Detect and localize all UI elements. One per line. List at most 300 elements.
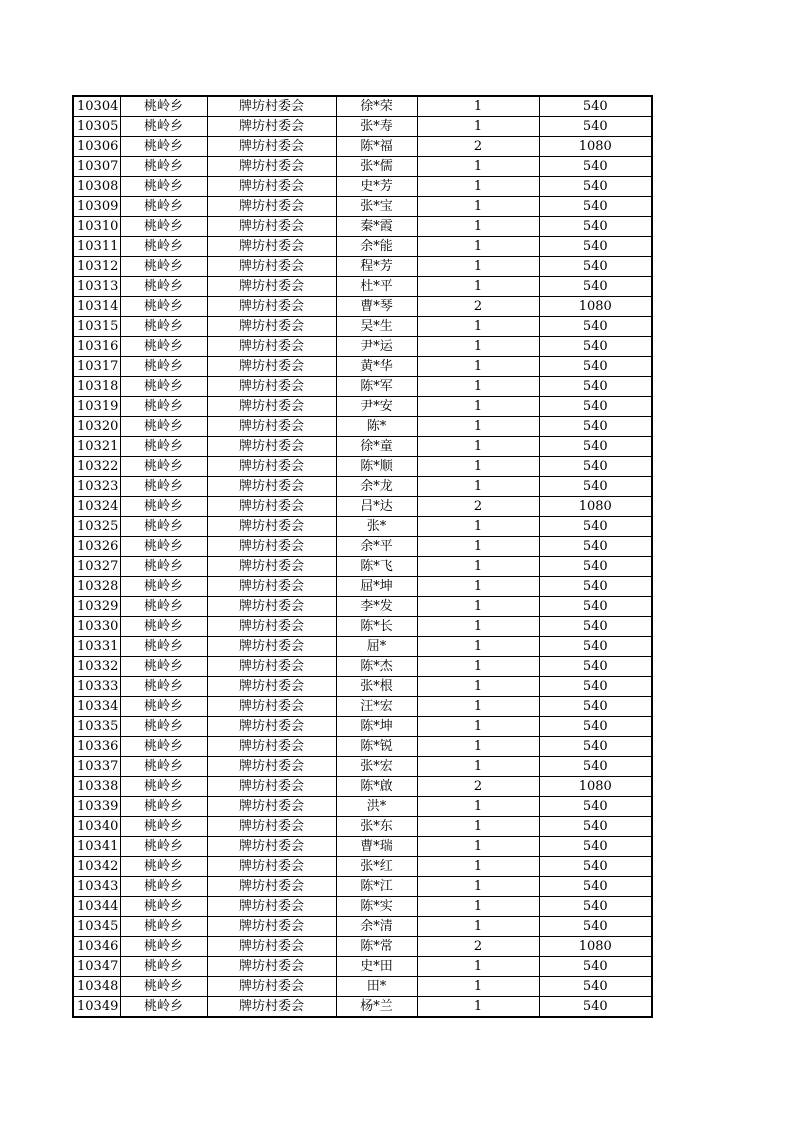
cell-amount: 540 — [539, 317, 652, 337]
cell-village: 牌坊村委会 — [207, 677, 336, 697]
cell-name: 张*宝 — [336, 197, 417, 217]
cell-name: 洪* — [336, 797, 417, 817]
cell-amount: 540 — [539, 637, 652, 657]
table-row — [73, 837, 652, 857]
cell-count: 1 — [417, 977, 539, 997]
cell-village: 牌坊村委会 — [207, 277, 336, 297]
cell-amount: 540 — [539, 917, 652, 937]
cell-village: 牌坊村委会 — [207, 377, 336, 397]
cell-count: 1 — [417, 837, 539, 857]
table-row — [73, 377, 652, 397]
cell-village: 牌坊村委会 — [207, 797, 336, 817]
cell-count: 1 — [417, 437, 539, 457]
table-row — [73, 657, 652, 677]
cell-name: 田* — [336, 977, 417, 997]
cell-village: 牌坊村委会 — [207, 837, 336, 857]
cell-town: 桃岭乡 — [120, 117, 207, 137]
cell-id: 10309 — [73, 197, 120, 217]
cell-name: 余*能 — [336, 237, 417, 257]
cell-name: 张* — [336, 517, 417, 537]
cell-village: 牌坊村委会 — [207, 817, 336, 837]
cell-id: 10349 — [73, 997, 120, 1018]
cell-name: 余*清 — [336, 917, 417, 937]
cell-name: 张*寿 — [336, 117, 417, 137]
cell-count: 1 — [417, 397, 539, 417]
cell-village: 牌坊村委会 — [207, 217, 336, 237]
cell-id: 10320 — [73, 417, 120, 437]
cell-town: 桃岭乡 — [120, 897, 207, 917]
cell-name: 张*东 — [336, 817, 417, 837]
cell-id: 10324 — [73, 497, 120, 517]
cell-amount: 1080 — [539, 137, 652, 157]
cell-amount: 540 — [539, 857, 652, 877]
cell-name: 张*根 — [336, 677, 417, 697]
cell-village: 牌坊村委会 — [207, 96, 336, 117]
data-table — [72, 95, 653, 1018]
cell-name: 汪*宏 — [336, 697, 417, 717]
cell-name: 徐*荣 — [336, 96, 417, 117]
cell-village: 牌坊村委会 — [207, 737, 336, 757]
cell-amount: 540 — [539, 877, 652, 897]
cell-count: 1 — [417, 477, 539, 497]
table-row — [73, 277, 652, 297]
cell-count: 1 — [417, 817, 539, 837]
cell-village: 牌坊村委会 — [207, 417, 336, 437]
cell-id: 10339 — [73, 797, 120, 817]
cell-village: 牌坊村委会 — [207, 177, 336, 197]
table-row — [73, 997, 652, 1018]
cell-id: 10307 — [73, 157, 120, 177]
table-row — [73, 697, 652, 717]
cell-count: 1 — [417, 177, 539, 197]
cell-village: 牌坊村委会 — [207, 437, 336, 457]
cell-town: 桃岭乡 — [120, 877, 207, 897]
cell-amount: 1080 — [539, 937, 652, 957]
cell-town: 桃岭乡 — [120, 997, 207, 1018]
cell-town: 桃岭乡 — [120, 777, 207, 797]
cell-town: 桃岭乡 — [120, 637, 207, 657]
cell-amount: 540 — [539, 717, 652, 737]
table-row — [73, 677, 652, 697]
cell-amount: 540 — [539, 397, 652, 417]
table-row — [73, 797, 652, 817]
cell-town: 桃岭乡 — [120, 557, 207, 577]
cell-id: 10334 — [73, 697, 120, 717]
cell-amount: 540 — [539, 337, 652, 357]
cell-town: 桃岭乡 — [120, 397, 207, 417]
cell-count: 1 — [417, 537, 539, 557]
cell-id: 10306 — [73, 137, 120, 157]
cell-amount: 1080 — [539, 497, 652, 517]
table-row — [73, 917, 652, 937]
cell-town: 桃岭乡 — [120, 417, 207, 437]
cell-village: 牌坊村委会 — [207, 697, 336, 717]
cell-id: 10305 — [73, 117, 120, 137]
table-row — [73, 937, 652, 957]
cell-town: 桃岭乡 — [120, 297, 207, 317]
cell-village: 牌坊村委会 — [207, 337, 336, 357]
cell-id: 10340 — [73, 817, 120, 837]
cell-town: 桃岭乡 — [120, 537, 207, 557]
cell-name: 徐*童 — [336, 437, 417, 457]
cell-count: 2 — [417, 497, 539, 517]
table-row — [73, 397, 652, 417]
cell-id: 10318 — [73, 377, 120, 397]
cell-count: 1 — [417, 877, 539, 897]
cell-id: 10317 — [73, 357, 120, 377]
table-row — [73, 257, 652, 277]
cell-id: 10338 — [73, 777, 120, 797]
table-row — [73, 957, 652, 977]
cell-village: 牌坊村委会 — [207, 197, 336, 217]
cell-name: 吴*生 — [336, 317, 417, 337]
cell-count: 1 — [417, 557, 539, 577]
cell-village: 牌坊村委会 — [207, 557, 336, 577]
cell-village: 牌坊村委会 — [207, 717, 336, 737]
cell-count: 1 — [417, 317, 539, 337]
cell-town: 桃岭乡 — [120, 177, 207, 197]
cell-name: 张*儒 — [336, 157, 417, 177]
table-row — [73, 177, 652, 197]
cell-count: 1 — [417, 617, 539, 637]
cell-amount: 540 — [539, 217, 652, 237]
cell-village: 牌坊村委会 — [207, 297, 336, 317]
cell-name: 陈*实 — [336, 897, 417, 917]
cell-id: 10311 — [73, 237, 120, 257]
cell-amount: 540 — [539, 357, 652, 377]
table-row — [73, 817, 652, 837]
cell-id: 10312 — [73, 257, 120, 277]
table-row — [73, 517, 652, 537]
cell-town: 桃岭乡 — [120, 857, 207, 877]
cell-count: 1 — [417, 957, 539, 977]
cell-count: 1 — [417, 457, 539, 477]
cell-count: 1 — [417, 897, 539, 917]
cell-name: 陈*江 — [336, 877, 417, 897]
cell-town: 桃岭乡 — [120, 357, 207, 377]
table-row — [73, 557, 652, 577]
cell-id: 10328 — [73, 577, 120, 597]
cell-id: 10316 — [73, 337, 120, 357]
cell-town: 桃岭乡 — [120, 957, 207, 977]
cell-id: 10345 — [73, 917, 120, 937]
cell-count: 1 — [417, 697, 539, 717]
cell-amount: 540 — [539, 677, 652, 697]
cell-name: 程*芳 — [336, 257, 417, 277]
cell-village: 牌坊村委会 — [207, 257, 336, 277]
cell-name: 李*发 — [336, 597, 417, 617]
cell-village: 牌坊村委会 — [207, 517, 336, 537]
cell-count: 1 — [417, 237, 539, 257]
cell-id: 10323 — [73, 477, 120, 497]
cell-village: 牌坊村委会 — [207, 757, 336, 777]
cell-village: 牌坊村委会 — [207, 917, 336, 937]
cell-count: 1 — [417, 917, 539, 937]
cell-amount: 540 — [539, 537, 652, 557]
cell-count: 2 — [417, 777, 539, 797]
cell-town: 桃岭乡 — [120, 697, 207, 717]
table-row — [73, 297, 652, 317]
cell-name: 陈*啟 — [336, 777, 417, 797]
cell-amount: 540 — [539, 157, 652, 177]
cell-amount: 540 — [539, 737, 652, 757]
cell-count: 1 — [417, 757, 539, 777]
table-row — [73, 477, 652, 497]
cell-name: 陈*福 — [336, 137, 417, 157]
cell-amount: 540 — [539, 517, 652, 537]
cell-count: 1 — [417, 597, 539, 617]
table-row — [73, 977, 652, 997]
cell-amount: 540 — [539, 697, 652, 717]
cell-count: 1 — [417, 857, 539, 877]
table-row — [73, 437, 652, 457]
cell-count: 1 — [417, 257, 539, 277]
cell-village: 牌坊村委会 — [207, 977, 336, 997]
cell-id: 10304 — [73, 96, 120, 117]
cell-name: 秦*霞 — [336, 217, 417, 237]
cell-name: 杨*兰 — [336, 997, 417, 1018]
cell-village: 牌坊村委会 — [207, 237, 336, 257]
cell-amount: 540 — [539, 117, 652, 137]
cell-amount: 540 — [539, 257, 652, 277]
cell-id: 10313 — [73, 277, 120, 297]
cell-name: 陈*长 — [336, 617, 417, 637]
cell-id: 10344 — [73, 897, 120, 917]
cell-name: 曹*瑞 — [336, 837, 417, 857]
cell-town: 桃岭乡 — [120, 597, 207, 617]
cell-count: 2 — [417, 137, 539, 157]
cell-name: 余*平 — [336, 537, 417, 557]
cell-amount: 540 — [539, 577, 652, 597]
cell-name: 尹*安 — [336, 397, 417, 417]
cell-name: 陈*顺 — [336, 457, 417, 477]
cell-name: 吕*达 — [336, 497, 417, 517]
cell-name: 陈*军 — [336, 377, 417, 397]
cell-village: 牌坊村委会 — [207, 657, 336, 677]
cell-id: 10342 — [73, 857, 120, 877]
cell-town: 桃岭乡 — [120, 317, 207, 337]
table-row — [73, 96, 652, 117]
cell-amount: 540 — [539, 237, 652, 257]
cell-town: 桃岭乡 — [120, 377, 207, 397]
cell-count: 1 — [417, 417, 539, 437]
cell-amount: 1080 — [539, 297, 652, 317]
cell-village: 牌坊村委会 — [207, 397, 336, 417]
cell-town: 桃岭乡 — [120, 757, 207, 777]
cell-count: 1 — [417, 637, 539, 657]
cell-amount: 540 — [539, 177, 652, 197]
cell-id: 10347 — [73, 957, 120, 977]
table-row — [73, 237, 652, 257]
cell-village: 牌坊村委会 — [207, 997, 336, 1018]
cell-village: 牌坊村委会 — [207, 597, 336, 617]
cell-town: 桃岭乡 — [120, 657, 207, 677]
cell-id: 10325 — [73, 517, 120, 537]
cell-village: 牌坊村委会 — [207, 617, 336, 637]
cell-town: 桃岭乡 — [120, 157, 207, 177]
cell-id: 10341 — [73, 837, 120, 857]
cell-village: 牌坊村委会 — [207, 457, 336, 477]
table-row — [73, 197, 652, 217]
cell-amount: 540 — [539, 897, 652, 917]
cell-count: 1 — [417, 657, 539, 677]
cell-town: 桃岭乡 — [120, 137, 207, 157]
cell-name: 杜*平 — [336, 277, 417, 297]
cell-id: 10308 — [73, 177, 120, 197]
table-row — [73, 337, 652, 357]
cell-amount: 540 — [539, 417, 652, 437]
table-row — [73, 857, 652, 877]
cell-name: 陈*常 — [336, 937, 417, 957]
table-row — [73, 877, 652, 897]
table-row — [73, 577, 652, 597]
cell-name: 尹*运 — [336, 337, 417, 357]
cell-town: 桃岭乡 — [120, 237, 207, 257]
cell-count: 1 — [417, 357, 539, 377]
table-row — [73, 137, 652, 157]
cell-name: 陈*坤 — [336, 717, 417, 737]
cell-village: 牌坊村委会 — [207, 477, 336, 497]
cell-count: 1 — [417, 997, 539, 1018]
table-row — [73, 497, 652, 517]
cell-amount: 540 — [539, 957, 652, 977]
cell-town: 桃岭乡 — [120, 277, 207, 297]
cell-amount: 540 — [539, 617, 652, 637]
cell-count: 1 — [417, 217, 539, 237]
cell-village: 牌坊村委会 — [207, 957, 336, 977]
cell-amount: 540 — [539, 377, 652, 397]
table-row — [73, 897, 652, 917]
cell-count: 1 — [417, 197, 539, 217]
cell-name: 张*红 — [336, 857, 417, 877]
cell-id: 10343 — [73, 877, 120, 897]
table-row — [73, 617, 652, 637]
cell-town: 桃岭乡 — [120, 477, 207, 497]
cell-id: 10336 — [73, 737, 120, 757]
cell-id: 10331 — [73, 637, 120, 657]
cell-town: 桃岭乡 — [120, 217, 207, 237]
cell-id: 10337 — [73, 757, 120, 777]
cell-name: 史*田 — [336, 957, 417, 977]
cell-town: 桃岭乡 — [120, 977, 207, 997]
cell-town: 桃岭乡 — [120, 457, 207, 477]
cell-village: 牌坊村委会 — [207, 937, 336, 957]
cell-amount: 540 — [539, 197, 652, 217]
cell-town: 桃岭乡 — [120, 937, 207, 957]
cell-town: 桃岭乡 — [120, 337, 207, 357]
cell-name: 曹*琴 — [336, 297, 417, 317]
table-row — [73, 757, 652, 777]
table-row — [73, 157, 652, 177]
cell-id: 10335 — [73, 717, 120, 737]
cell-town: 桃岭乡 — [120, 497, 207, 517]
cell-town: 桃岭乡 — [120, 717, 207, 737]
cell-name: 陈* — [336, 417, 417, 437]
cell-count: 2 — [417, 297, 539, 317]
table-row — [73, 717, 652, 737]
cell-town: 桃岭乡 — [120, 517, 207, 537]
cell-name: 黄*华 — [336, 357, 417, 377]
cell-village: 牌坊村委会 — [207, 637, 336, 657]
table-row — [73, 777, 652, 797]
cell-count: 1 — [417, 377, 539, 397]
cell-name: 陈*飞 — [336, 557, 417, 577]
table-row — [73, 417, 652, 437]
cell-id: 10326 — [73, 537, 120, 557]
cell-id: 10314 — [73, 297, 120, 317]
cell-amount: 540 — [539, 457, 652, 477]
cell-count: 2 — [417, 937, 539, 957]
cell-amount: 540 — [539, 757, 652, 777]
cell-count: 1 — [417, 677, 539, 697]
cell-count: 1 — [417, 96, 539, 117]
cell-name: 屈*坤 — [336, 577, 417, 597]
cell-village: 牌坊村委会 — [207, 777, 336, 797]
cell-village: 牌坊村委会 — [207, 357, 336, 377]
table-row — [73, 737, 652, 757]
cell-name: 张*宏 — [336, 757, 417, 777]
cell-name: 余*龙 — [336, 477, 417, 497]
cell-amount: 540 — [539, 997, 652, 1018]
cell-village: 牌坊村委会 — [207, 537, 336, 557]
cell-village: 牌坊村委会 — [207, 137, 336, 157]
cell-count: 1 — [417, 157, 539, 177]
cell-town: 桃岭乡 — [120, 837, 207, 857]
cell-town: 桃岭乡 — [120, 737, 207, 757]
cell-village: 牌坊村委会 — [207, 857, 336, 877]
cell-amount: 540 — [539, 657, 652, 677]
table-row — [73, 597, 652, 617]
cell-village: 牌坊村委会 — [207, 577, 336, 597]
cell-id: 10330 — [73, 617, 120, 637]
cell-name: 史*芳 — [336, 177, 417, 197]
cell-town: 桃岭乡 — [120, 257, 207, 277]
cell-amount: 540 — [539, 817, 652, 837]
table-row — [73, 357, 652, 377]
cell-town: 桃岭乡 — [120, 197, 207, 217]
cell-village: 牌坊村委会 — [207, 117, 336, 137]
table-row — [73, 637, 652, 657]
cell-village: 牌坊村委会 — [207, 317, 336, 337]
cell-count: 1 — [417, 717, 539, 737]
cell-town: 桃岭乡 — [120, 917, 207, 937]
cell-town: 桃岭乡 — [120, 96, 207, 117]
cell-id: 10329 — [73, 597, 120, 617]
cell-town: 桃岭乡 — [120, 677, 207, 697]
cell-count: 1 — [417, 277, 539, 297]
cell-town: 桃岭乡 — [120, 817, 207, 837]
cell-town: 桃岭乡 — [120, 577, 207, 597]
cell-name: 屈* — [336, 637, 417, 657]
cell-town: 桃岭乡 — [120, 437, 207, 457]
table-row — [73, 317, 652, 337]
cell-count: 1 — [417, 337, 539, 357]
cell-count: 1 — [417, 117, 539, 137]
cell-village: 牌坊村委会 — [207, 877, 336, 897]
cell-count: 1 — [417, 517, 539, 537]
cell-amount: 540 — [539, 96, 652, 117]
cell-amount: 540 — [539, 797, 652, 817]
cell-id: 10322 — [73, 457, 120, 477]
cell-id: 10327 — [73, 557, 120, 577]
cell-amount: 540 — [539, 597, 652, 617]
cell-id: 10319 — [73, 397, 120, 417]
cell-amount: 540 — [539, 837, 652, 857]
table-row — [73, 117, 652, 137]
cell-name: 陈*锐 — [336, 737, 417, 757]
table-row — [73, 537, 652, 557]
cell-town: 桃岭乡 — [120, 797, 207, 817]
